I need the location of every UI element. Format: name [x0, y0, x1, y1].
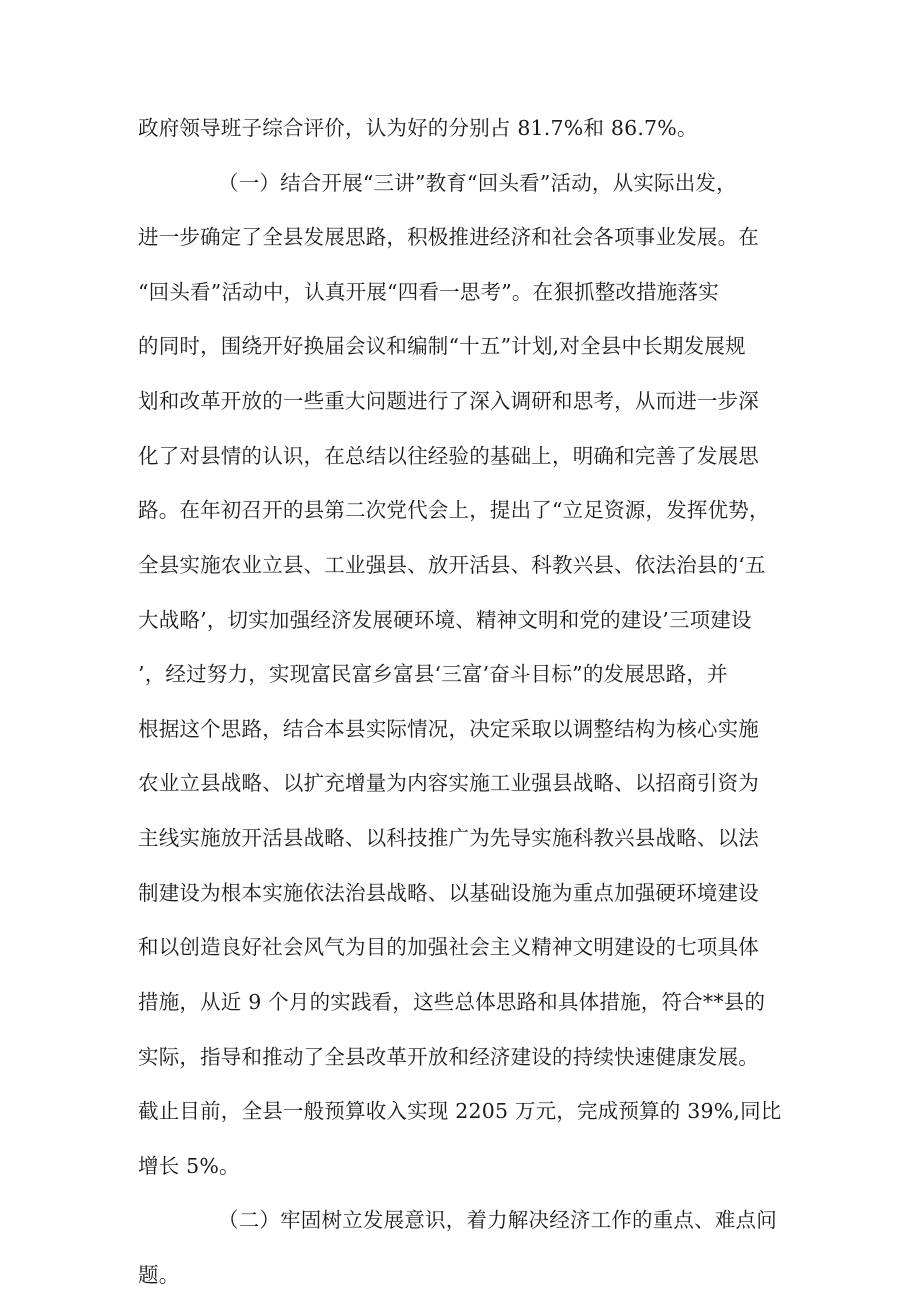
text-line: 实际，指导和推动了全县改革开放和经济建设的持续快速健康发展。: [138, 1045, 759, 1069]
text-line: ’，经过努力，实现富民富乡富县‘三富’奋斗目标”的发展思路，并: [138, 662, 728, 686]
text-line: 划和改革开放的一些重大问题进行了深入调研和思考，从而进一步深: [138, 389, 759, 413]
text-line: 进一步确定了全县发展思路，积极推进经济和社会各项事业发展。在: [138, 225, 759, 249]
section-heading-2: （二）牢固树立发展意识，着力解决经济工作的重点、难点问: [218, 1208, 777, 1232]
text-line: 主线实施放开活县战略、以科技推广为先导实施科教兴县战略、以法: [138, 826, 759, 850]
text-line: 全县实施农业立县、工业强县、放开活县、科教兴县、依法治县的‘五: [138, 553, 766, 577]
text-line: 化了对县情的认识，在总结以往经验的基础上，明确和完善了发展思: [138, 444, 759, 468]
text-line: 增长 5%。: [138, 1154, 240, 1178]
text-line: 截止目前，全县一般预算收入实现 2205 万元，完成预算的 39%,同比: [138, 1099, 782, 1123]
text-line: 大战略’，切实加强经济发展硬环境、精神文明和党的建设’三项建设: [138, 608, 752, 632]
text-line: 农业立县战略、以扩充增量为内容实施工业强县战略、以招商引资为: [138, 771, 759, 795]
text-line: 路。在年初召开的县第二次党代会上，提出了“立足资源，发挥优势，: [138, 498, 770, 522]
text-line: “回头看”活动中，认真开展“四看一思考”。在狠抓整改措施落实: [138, 280, 719, 304]
text-line: 政府领导班子综合评价，认为好的分别占 81.7%和 86.7%。: [138, 116, 698, 140]
text-line: 制建设为根本实施依法治县战略、以基础设施为重点加强硬环境建设: [138, 881, 759, 905]
text-line: 和以创造良好社会风气为目的加强社会主义精神文明建设的七项具体: [138, 935, 759, 959]
text-line: 根据这个思路，结合本县实际情况，决定采取以调整结构为核心实施: [138, 717, 759, 741]
section-heading-1: （一）结合开展“三讲”教育“回头看”活动，从实际出发，: [218, 171, 737, 195]
text-line: 措施，从近 9 个月的实践看，这些总体思路和具体措施，符合**县的: [138, 990, 766, 1014]
text-line: 的同时，围绕开好换届会议和编制“十五”计划,对全县中长期发展规: [138, 334, 746, 358]
text-line: 题。: [138, 1263, 180, 1287]
